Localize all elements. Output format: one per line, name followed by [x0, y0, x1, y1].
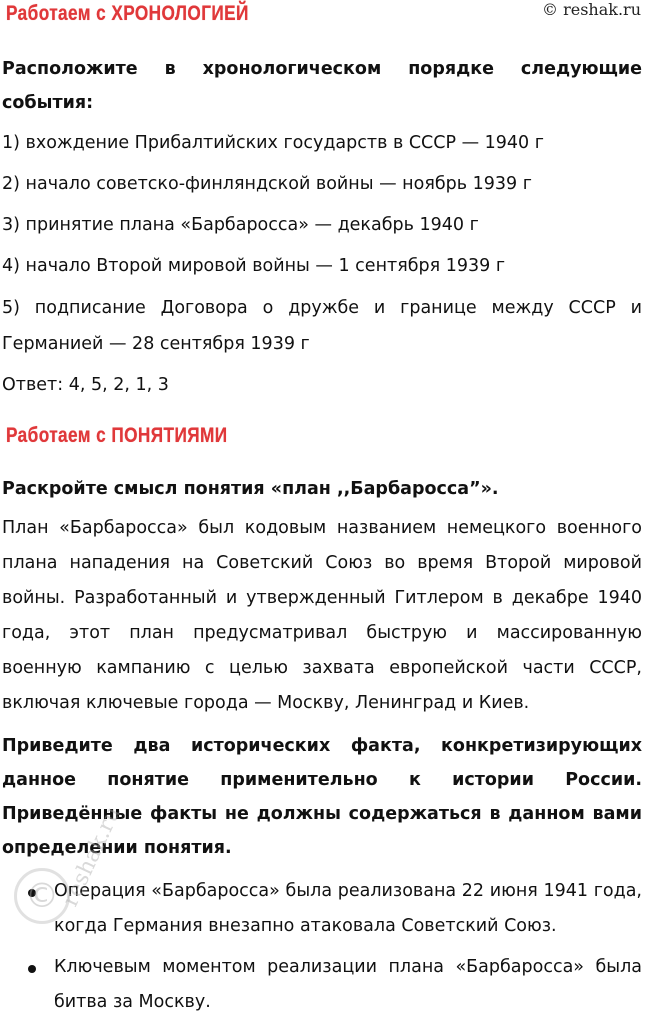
- fact-item-2: Ключевым моментом реализации плана «Барбаросса» была битва за Москву.: [2, 950, 642, 1020]
- concept-definition: План «Барбаросса» был кодовым названием немецкого военного плана нападения на Советский Союз во время Второй мировой войны. Разработанный и утвержденный Гитлером в декабре 1940 года, этот план предусматривал быструю и массированную военную кампанию с целью захвата европейской части СССР, включая ключевые города — Москву, Ленинград и Киев.: [2, 518, 642, 713]
- event-item-4: 4) начало Второй мировой войны — 1 сентября 1939 г: [2, 256, 506, 276]
- event-item-1: 1) вхождение Прибалтийских государств в СССР — 1940 г: [2, 133, 544, 153]
- event-item-5: 5) подписание Договора о дружбе и границе между СССР и Германией — 28 сентября 1939 г: [2, 298, 642, 354]
- copyright-watermark-icon: ©: [14, 868, 70, 924]
- event-item-3: 3) принятие плана «Барбаросса» — декабрь 1940 г: [2, 215, 479, 235]
- bullet-icon: [28, 965, 36, 973]
- event-item-2: 2) начало советско-финляндской войны — ноябрь 1939 г: [2, 174, 532, 194]
- facts-list: [2, 874, 642, 1020]
- chronology-event-list: [2, 126, 642, 362]
- facts-task: Приведите два исторических факта, конкретизирующих данное понятие применительно к истории России. Приведённые факты не должны содержаться в данном вами определении понятия.: [2, 736, 642, 858]
- chronology-task: Расположите в хронологическом порядке следующие события:: [2, 59, 642, 113]
- site-watermark-overlay: reshak.ru: [58, 802, 126, 911]
- fact-item-1: Операция «Барбаросса» была реализована 22 июня 1941 года, когда Германия внезапно атаковала Советский Союз.: [2, 874, 642, 944]
- site-watermark: © reshak.ru: [542, 0, 641, 19]
- chronology-section-title: Работаем с ХРОНОЛОГИЕЙ: [6, 2, 249, 25]
- concepts-section-title: Работаем с ПОНЯТИЯМИ: [6, 424, 228, 447]
- concept-task: Раскройте смысл понятия «план ,,Барбаросса”».: [2, 479, 499, 499]
- chronology-answer: Ответ: 4, 5, 2, 1, 3: [2, 375, 169, 395]
